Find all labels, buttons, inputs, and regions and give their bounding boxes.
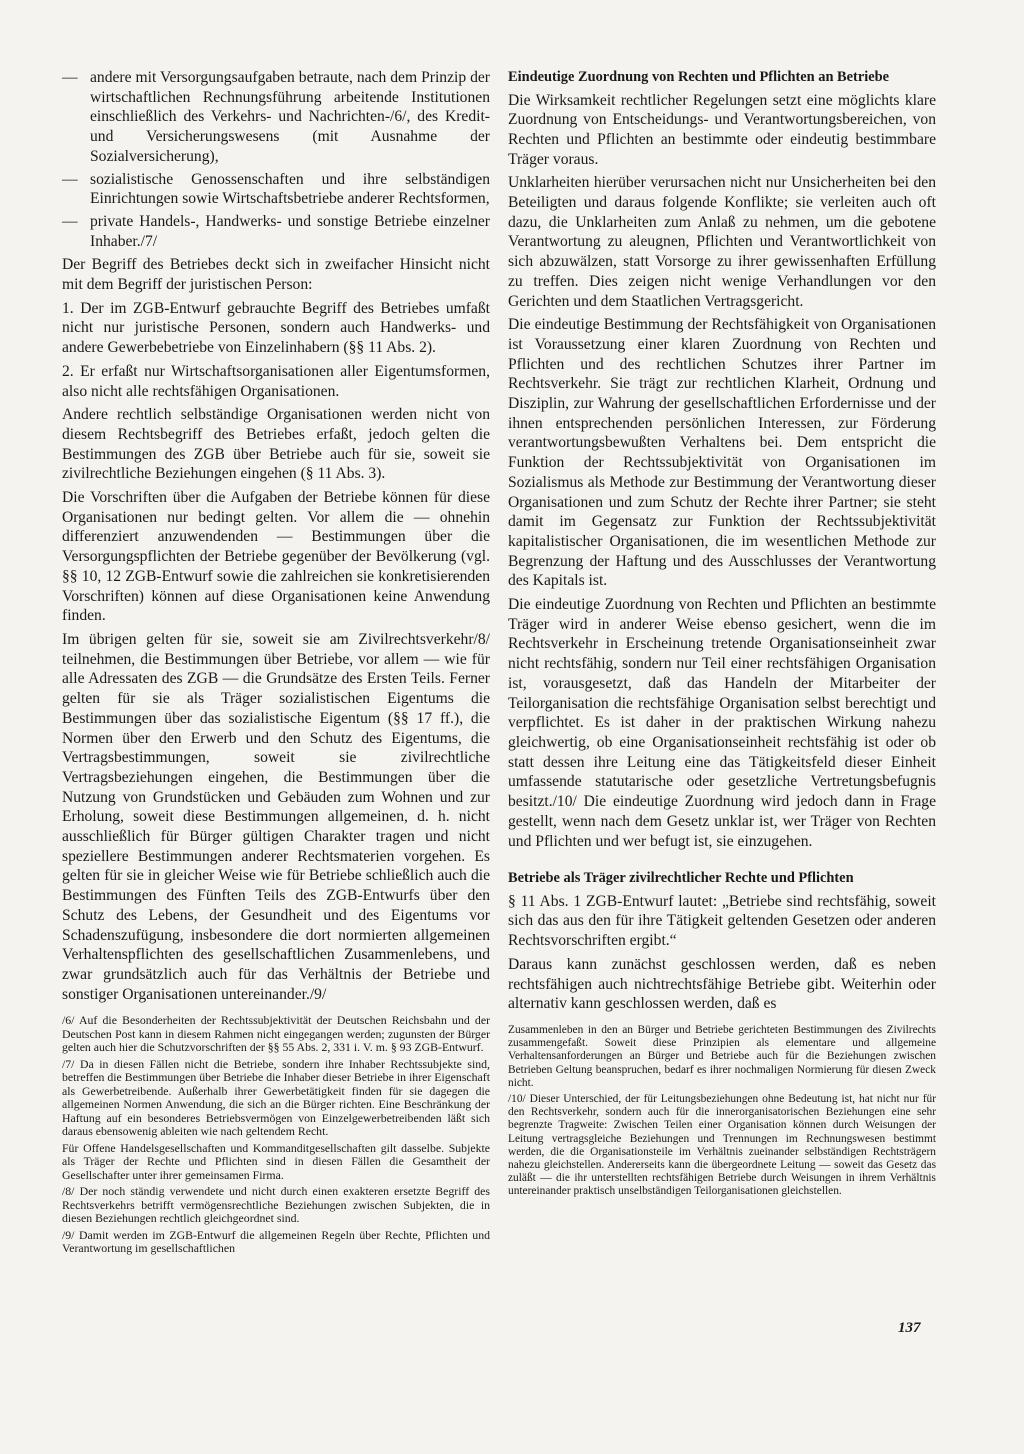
body-paragraph: Die eindeutige Bestimmung der Rechtsfähigkeit von Organisationen ist Voraussetzung einer klaren Zuordnung von Rechten und Pflichten und des rechtlichen Schutzes ihrer Partner im Rechtsverkehr. Sie trägt zur rechtlichen Klarheit, Ordnung und Disziplin, zur Wahrung der gesellschaftlichen Erfordernisse und der ihnen entsprechenden persönlichen Interessen, zur Förderung verantwortungsbewußten Verhaltens bei. Dem entspricht die Funktion der Rechtssubjektivität von Organisationen im Sozialismus als Methode zur Bestimmung der Verantwortung dieser Organisationen und zum Schutz der Rechte ihrer Partner; sie steht damit im Gegensatz zur Funktion der Rechtssubjektivität kapitalistischer Organisationen, die im wesentlichen Methode zur Begrenzung der Haftung und des Ausschlusses der Verantwortung des Kapitals ist. bbox=[508, 316, 936, 590]
footnote: /7/ Da in diesen Fällen nicht die Betriebe, sondern ihre Inhaber Rechtssubjekte sind, betreffen die Bestimmungen über Betriebe die Inhaber dieser Betriebe in ihrer Eigenschaft als Gewerbetreibende. Außerhalb ihrer Gewerbetätigkeit finden für sie dagegen die allgemeinen Normen Anwendung, die sich an die Bürger richten. Eine Beschränkung der Haftung auf ein besonderes Betriebsvermögen von Einzelgewerbetreibenden läßt sich daraus ebensowenig ableiten wie nach geltendem Recht. bbox=[62, 1056, 490, 1139]
body-paragraph: 1. Der im ZGB-Entwurf gebrauchte Begriff des Betriebes umfaßt nicht nur juristische Personen, sondern auch Handwerks- und andere Gewerbebetriebe von Einzelinhabern (§§ 11 Abs. 2). bbox=[62, 299, 490, 357]
body-paragraph: Andere rechtlich selbständige Organisationen werden nicht von diesem Rechtsbegriff des Betriebes erfaßt, jedoch gelten die Bestimmungen des ZGB über Betriebe auch für sie, soweit sie zivilrechtliche Beziehungen eingehen (§ 11 Abs. 3). bbox=[62, 406, 490, 483]
list-item bbox=[62, 68, 490, 167]
body-paragraph: Die eindeutige Zuordnung von Rechten und Pflichten an bestimmte Träger wird in anderer Weise ebenso gesichert, wenn die im Rechtsverkehr in Erscheinung tretende Organisationseinheit zwar nicht rechtsfähig, sondern nur Teil einer rechtsfähigen Organisation ist, vorausgesetzt, daß das Handeln der Mitarbeiter der Teilorganisation die rechtsfähige Organisation selbst berechtigt und verpflichtet. Es ist daher in der praktischen Wirkung nahezu gleichwertig, ob eine Organisationseinheit rechtsfähig ist oder ob statt dessen ihre Leitung eine das Tätigkeitsfeld dieser Einheit umfassende statutarische oder gesetzliche Vertretungsbefugnis besitzt./10/ Die eindeutige Zuordnung wird jedoch dann in Frage gestellt, wenn nach dem Gesetz unklar ist, wer Träger von Rechten und Pflichten und wer befugt ist, sie einzugehen. bbox=[508, 596, 936, 850]
bullet-dash: — bbox=[62, 212, 78, 230]
body-paragraph: § 11 Abs. 1 ZGB-Entwurf lautet: „Betriebe sind rechtsfähig, soweit sich das aus den für ihre Tätigkeit geltenden Gesetzen oder anderen Rechtsvorschriften ergibt.“ bbox=[508, 892, 936, 950]
list-item-text: sozialistische Genossenschaften und ihre selbständigen Einrichtungen sowie Wirtschaftsbetriebe anderer Rechtsformen, bbox=[90, 170, 490, 208]
left-column bbox=[62, 68, 490, 1259]
body-paragraph: Die Vorschriften über die Aufgaben der Betriebe können für diese Organisationen nur bedingt gelten. Vor allem die — ohnehin differenziert anzuwendenden — Bestimmungen über die Versorgungspflichten der Betriebe gegenüber der Bevölkerung (vgl. §§ 10, 12 ZGB-Entwurf sowie die zahlreichen sie konkretisierenden Vorschriften) können auf diese Organisationen keine Anwendung finden. bbox=[62, 489, 490, 625]
list-item-text: andere mit Versorgungsaufgaben betraute, nach dem Prinzip der wirtschaftlichen Rechnungsführung arbeitende Institutionen einschließlich des Verkehrs- und Nachrichten-/6/, des Kredit- und Versicherungswesens (mit Ausnahme der Sozialversicherung), bbox=[90, 69, 490, 165]
footnote: Zusammenleben in den an Bürger und Betriebe gerichteten Bestimmungen des Zivilrechts zusammengefaßt. Soweit diese Prinzipien als elementare und allgemeine Verhaltensanforderungen an Bürger und Betriebe auch für die Beziehungen zwischen Betrieben Geltung beanspruchen, bedarf es ihrer nochmaligen Normierung für diesen Zweck nicht. bbox=[508, 1023, 936, 1089]
footnote: Für Offene Handelsgesellschaften und Kommanditgesellschaften gilt dasselbe. Subjekte als Träger der Rechte und Pflichten sind in diesen Fällen die Gesamtheit der Gesellschafter unter ihrer gemeinsamen Firma. bbox=[62, 1140, 490, 1182]
list-item bbox=[62, 212, 490, 251]
body-paragraph: Der Begriff des Betriebes deckt sich in zweifacher Hinsicht nicht mit dem Begriff der juristischen Person: bbox=[62, 256, 490, 294]
bullet-dash: — bbox=[62, 170, 78, 188]
body-paragraph: Daraus kann zunächst geschlossen werden, daß es neben rechtsfähigen auch nichtrechtsfähige Betriebe gibt. Weiterhin oder alternativ kann geschlossen werden, daß es bbox=[508, 955, 936, 1013]
body-paragraph: Unklarheiten hierüber verursachen nicht nur Unsicherheiten bei den Beteiligten und daraus folgende Konflikte; sie verleiten auch oft dazu, die Unklarheiten zum Anlaß zu nehmen, um die gebotene Verantwortung zu aleugnen, Pflichten und Verantwortlichkeit von sich abzuwälzen, statt Vorsorge zu ihrer gewissenhaften Erfüllung zu treffen. Dies zeigen nicht wenige Verhandlungen vor den Gerichten und dem Staatlichen Vertragsgericht. bbox=[508, 174, 936, 310]
body-paragraph: Die Wirksamkeit rechtlicher Regelungen setzt eine möglichts klare Zuordnung von Entscheidungs- und Verantwortungsbereichen, von Rechten und Pflichten an bestimmte oder eindeutig bestimmbare Träger voraus. bbox=[508, 91, 936, 168]
section-heading: Eindeutige Zuordnung von Rechten und Pflichten an Betriebe bbox=[508, 69, 889, 85]
right-column bbox=[508, 68, 936, 1202]
footnote: /9/ Damit werden im ZGB-Entwurf die allgemeinen Regeln über Rechte, Pflichten und Verantwortung im gesellschaftlichen bbox=[62, 1227, 490, 1256]
list-item bbox=[62, 170, 490, 209]
footnotes-left bbox=[62, 1014, 490, 1256]
body-paragraph: Im übrigen gelten für sie, soweit sie am Zivilrechtsverkehr/8/ teilnehmen, die Bestimmungen über Betriebe, vor allem — wie für alle Adressaten des ZGB — die Grundsätze des Ersten Teils. Ferner gelten für sie als Träger sozialistischen Eigentums die Bestimmungen über das sozialistische Eigentum (§§ 17 ff.), die Normen über den Erwerb und den Schutz des Eigentums, die Vertragsbestimmungen, soweit sie zivilrechtliche Vertragsbeziehungen eingehen, die Bestimmungen über die Nutzung von Grundstücken und Gebäuden zum Wohnen und zur Erholung, soweit diese Bestimmungen allgemeinen, d. h. nicht ausschließlich für Bürger gültigen Charakter tragen und nicht speziellere Bestimmungen anderer Rechtsmaterien vorgehen. Es gelten für sie in gleicher Weise wie für Betriebe schließlich auch die Bestimmungen des Fünften Teils des ZGB-Entwurfs über den Schutz des Lebens, der Gesundheit und des Eigentums vor Schadenszufügung, insbesondere die dort normierten allgemeinen Verhaltenspflichten des gesellschaftlichen Zusammenlebens, und zwar grundsätzlich auch für das Verhältnis der Betriebe und sonstiger Organisationen untereinander./9/ bbox=[62, 630, 490, 1003]
page-number: 137 bbox=[898, 1320, 921, 1336]
section-heading: Betriebe als Träger zivilrechtlicher Rechte und Pflichten bbox=[508, 870, 854, 887]
bullet-dash: — bbox=[62, 69, 78, 86]
body-paragraph: 2. Er erfaßt nur Wirtschaftsorganisationen aller Eigentumsformen, also nicht alle rechtsfähigen Organisationen. bbox=[62, 362, 490, 400]
footnote: /8/ Der noch ständig verwendete und nicht durch einen exakteren ersetzte Begriff des Rechtsverkehrs betrifft vermögensrechtliche Beziehungen zwischen Subjekten, die in diesen Beziehungen rechtlich gleichgeordnet sind. bbox=[62, 1184, 490, 1226]
list-item-text: private Handels-, Handwerks- und sonstige Betriebe einzelner Inhaber./7/ bbox=[90, 212, 490, 250]
bullet-list bbox=[62, 68, 490, 251]
footnotes-right bbox=[508, 1024, 936, 1199]
footnote: /10/ Dieser Unterschied, der für Leitungsbeziehungen ohne Bedeutung ist, hat nicht nur für den Rechtsverkehr, sondern auch für die innerorganisatorischen Beziehungen eine sehr begrenzte Tragweite: Zwischen Teilen einer Organisation können durch Weisungen der Leitung vertragsgleiche Beziehungen und Trennungen im Rechnungswesen bestimmt werden, die die Organisationsteile im Verhältnis zueinander selbständigen Rechtsträgern nahezu gleichstellen. Andererseits kann die übergeordnete Leitung — soweit das Gesetz das zuläßt — die ihr unterstellten rechtsfähigen Betriebe durch Weisungen in ihrem Verhältnis untereinander praktisch unselbständigen Teilorganisationen gleichstellen. bbox=[508, 1092, 936, 1198]
footnote: /6/ Auf die Besonderheiten der Rechtssubjektivität der Deutschen Reichsbahn und der Deutschen Post kann in diesem Rahmen nicht eingegangen werden; zugunsten der Bürger gelten auch hier die Schutzvorschriften der §§ 55 Abs. 2, 331 i. V. m. § 93 ZGB-Entwurf. bbox=[62, 1013, 490, 1055]
